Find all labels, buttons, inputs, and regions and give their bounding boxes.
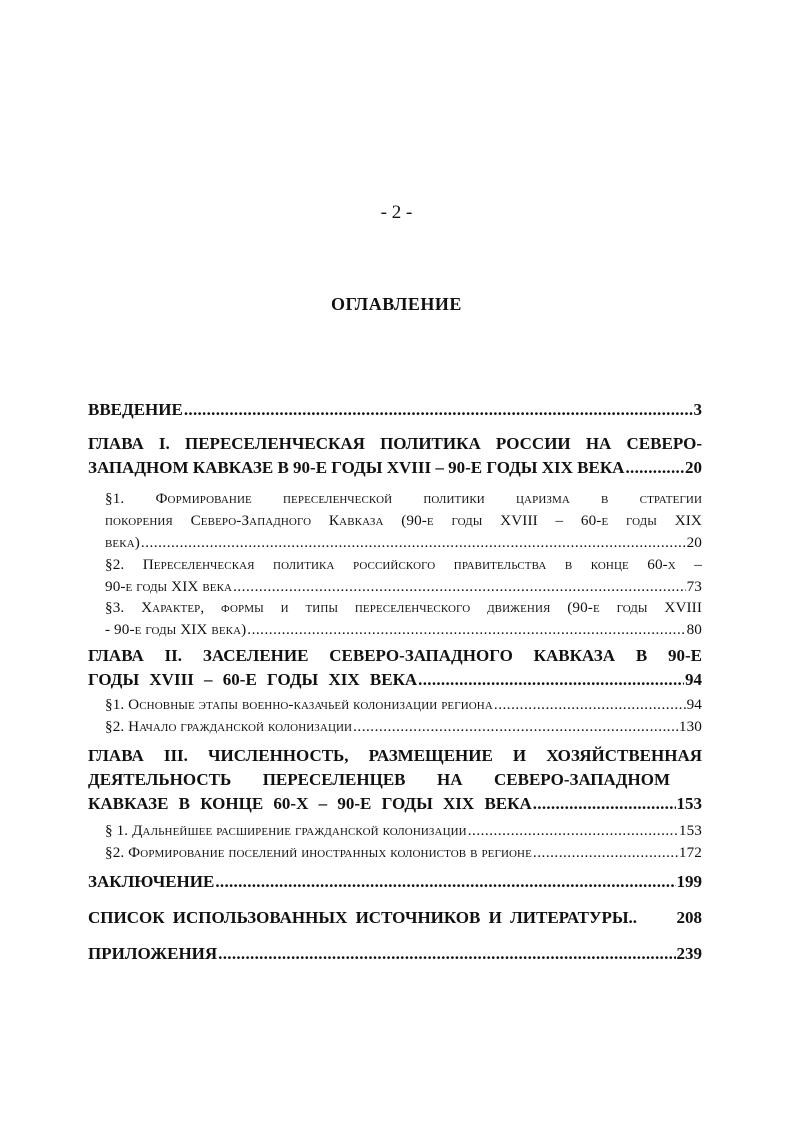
dot-leader [468, 820, 678, 842]
section-title-line: §1. Формирование переселенческой политики царизма в стратегии [105, 490, 702, 507]
toc-entry-page: 199 [676, 872, 702, 891]
dot-leader [625, 456, 684, 480]
toc-entry-section-3-2[interactable] [105, 842, 702, 864]
section-title-line: §2. Начало гражданской колонизации [105, 718, 353, 735]
chapter-title-line: ГОДЫ XVIII – 60-Е ГОДЫ XIX ВЕКА [88, 670, 418, 689]
toc-entry-title: ЗАКЛЮЧЕНИЕ [88, 872, 215, 891]
chapter-title-line: ГЛАВА I. ПЕРЕСЕЛЕНЧЕСКАЯ ПОЛИТИКА РОССИИ НА СЕВЕРО- [88, 434, 702, 453]
chapter-title-line: КАВКАЗЕ В КОНЦЕ 60-Х – 90-Е ГОДЫ XIX ВЕКА [88, 794, 532, 813]
chapter-title-line: ГЛАВА III. ЧИСЛЕННОСТЬ, РАЗМЕЩЕНИЕ И ХОЗЯЙСТВЕННАЯ [88, 746, 702, 765]
toc-entry-page: 94 [686, 696, 702, 713]
toc-entry-page: 172 [678, 844, 702, 861]
section-title-line: века) [105, 534, 140, 551]
toc-entry-introduction[interactable] [88, 398, 702, 422]
toc-entry-page: 153 [678, 822, 702, 839]
toc-entry-section-2-1[interactable] [105, 694, 702, 716]
section-title-line: 90-е годы XIX века [105, 578, 233, 595]
page-number: - 2 - [380, 202, 413, 223]
dot-leader [418, 668, 684, 692]
dot-leader [184, 398, 693, 422]
dot-leader [247, 619, 685, 641]
section-title-line: - 90-е годы XIX века) [105, 621, 247, 638]
section-title-line: §2. Формирование поселений иностранных колонистов в регионе [105, 844, 532, 861]
toc-entry-page: 20 [685, 458, 702, 477]
chapter-title-line: ДЕЯТЕЛЬНОСТЬ ПЕРЕСЕЛЕНЦЕВ НА СЕВЕРО-ЗАПАДНОМ [88, 770, 670, 789]
dot-leader [218, 942, 675, 966]
toc-entry-chapter-2[interactable] [88, 644, 702, 692]
toc-entry-page: 20 [686, 534, 702, 551]
toc-entry-page: 208 [676, 908, 702, 927]
toc-entry-section-1-2[interactable] [105, 554, 702, 598]
dot-leader [353, 716, 678, 738]
chapter-title-line: ЗАПАДНОМ КАВКАЗЕ В 90-Е ГОДЫ XVIII – 90-Е ГОДЫ XIX ВЕКА [88, 458, 625, 477]
toc-entry-chapter-3[interactable] [88, 744, 702, 816]
toc-entry-page: 153 [676, 794, 702, 813]
section-title-line: §3. Характер, формы и типы переселенческого движения (90-е годы XVIII [105, 599, 702, 616]
dot-leader [233, 576, 686, 598]
toc-heading: ОГЛАВЛЕНИЕ [331, 294, 462, 314]
toc-entry-conclusion[interactable] [88, 870, 702, 894]
toc-entry-page: 80 [686, 621, 702, 638]
toc-entry-title: ПРИЛОЖЕНИЯ [88, 944, 218, 963]
toc-entry-title: ВВЕДЕНИЕ [88, 400, 183, 419]
chapter-title-line: ГЛАВА II. ЗАСЕЛЕНИЕ СЕВЕРО-ЗАПАДНОГО КАВКАЗА В 90-Е [88, 646, 702, 665]
dot-leader [215, 870, 675, 894]
toc-entry-sources[interactable] [88, 906, 702, 930]
section-title-line: § 1. Дальнейшее расширение гражданской колонизации [105, 822, 467, 839]
toc-entry-page: 130 [678, 718, 702, 735]
toc-entry-appendices[interactable] [88, 942, 702, 966]
dot-leader [533, 842, 678, 864]
toc-entry-page: 239 [676, 944, 702, 963]
dot-leader [141, 532, 686, 554]
toc-entry-section-3-1[interactable] [105, 820, 702, 842]
dot-leader [494, 694, 686, 716]
section-title-line: покорения Северо-Западного Кавказа (90-е годы XVIII – 60-е годы XIX [105, 512, 702, 529]
toc-entry-page: 73 [686, 578, 702, 595]
section-title-line: §1. Основные этапы военно-казачьей колонизации региона [105, 696, 493, 713]
toc-entry-section-1-1[interactable] [105, 488, 702, 554]
dot-leader [533, 792, 676, 816]
toc-entry-page: 3 [693, 400, 702, 419]
toc-entry-section-1-3[interactable] [105, 597, 702, 641]
toc-entry-page: 94 [685, 670, 702, 689]
toc-entry-chapter-1[interactable] [88, 432, 702, 480]
toc-entry-section-2-2[interactable] [105, 716, 702, 738]
toc-entry-title: СПИСОК ИСПОЛЬЗОВАННЫХ ИСТОЧНИКОВ И ЛИТЕРАТУРЫ.. [88, 908, 638, 927]
section-title-line: §2. Переселенческая политика российского правительства в конце 60-х – [105, 556, 702, 573]
